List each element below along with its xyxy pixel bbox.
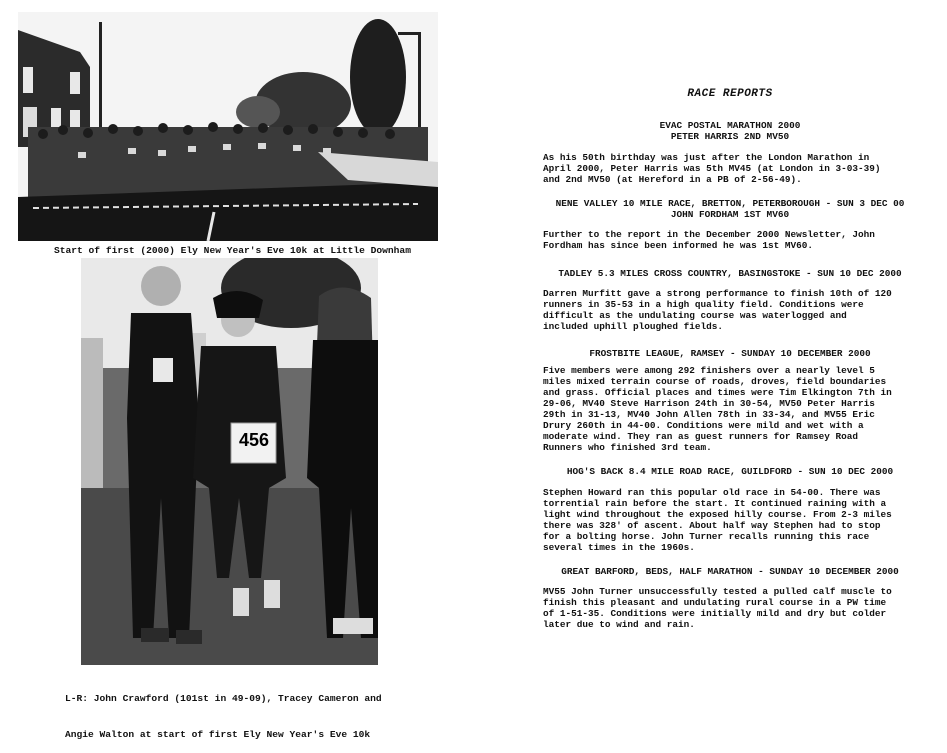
report-4-line-6: Drury 260th in 44-00. Conditions were mild and wet with a — [543, 420, 864, 431]
report-1-line-2: April 2000, Peter Harris was 5th MV45 (at London in 3-03-39) — [543, 163, 881, 174]
report-2-heading-line-1: NENE VALLEY 10 MILE RACE, BRETTON, PETERBOROUGH - SUN 3 DEC 00 — [555, 198, 905, 209]
report-1-body — [543, 152, 921, 185]
photo2-caption-line-2: Angie Walton at start of first Ely New Year's Eve 10k — [65, 729, 371, 740]
report-6-line-2: finish this pleasant and undulating rural course in a PW time — [543, 597, 887, 608]
race-bib-number: 456 — [238, 430, 270, 450]
report-2-line-2: Fordham has since been informed he was 1st MV60. — [543, 240, 814, 251]
report-1-heading — [538, 120, 922, 142]
report-3-line-2: runners in 35-53 in a high quality field. Conditions were — [543, 299, 864, 310]
report-4-line-7: moderate wind. They ran as guest runners for Ramsey Road — [543, 431, 859, 442]
report-6-line-1: MV55 John Turner unsuccessfully tested a pulled calf muscle to — [543, 586, 892, 597]
report-3-heading — [538, 268, 922, 279]
report-4-body — [543, 365, 921, 453]
report-5-line-4: there was 328' of ascent. About half way Stephen had to stop — [543, 520, 881, 531]
report-4-line-4: 29-06, MV40 Steve Harrison 24th in 30-54, MV50 Peter Harris — [543, 398, 875, 409]
report-5-line-1: Stephen Howard ran this popular old race in 54-00. There was — [543, 487, 881, 498]
report-5-line-5: for a bolting horse. John Turner recalls running this race — [543, 531, 870, 542]
report-4-line-8: Runners who finished 3rd team. — [543, 442, 712, 453]
runners-portrait-photo — [81, 258, 378, 665]
race-start-photo — [18, 12, 438, 241]
report-5-body — [543, 487, 921, 553]
photo2-caption-line-1: L-R: John Crawford (101st in 49-09), Tracey Cameron and — [65, 693, 382, 704]
report-1-line-3: and 2nd MV50 (at Hereford in a PB of 2-56-49). — [543, 174, 802, 185]
report-4-line-5: 29th in 31-13, MV40 John Allen 78th in 33-34, and MV55 Eric — [543, 409, 875, 420]
report-3-line-3: difficult as the undulating course was waterlogged and — [543, 310, 847, 321]
report-6-heading-line-1: GREAT BARFORD, BEDS, HALF MARATHON - SUNDAY 10 DECEMBER 2000 — [561, 566, 899, 577]
report-2-heading — [538, 198, 922, 220]
report-4-line-3: and grass. Official places and times were Tim Elkington 7th in — [543, 387, 892, 398]
report-1-heading-line-1: EVAC POSTAL MARATHON 2000 — [659, 120, 801, 131]
report-1-heading-line-2: PETER HARRIS 2ND MV50 — [670, 131, 790, 142]
report-2-line-1: Further to the report in the December 2000 Newsletter, John — [543, 229, 875, 240]
report-2-heading-line-2: JOHN FORDHAM 1ST MV60 — [670, 209, 790, 220]
report-3-line-4: included uphill ploughed fields. — [543, 321, 724, 332]
report-5-heading-line-1: HOG'S BACK 8.4 MILE ROAD RACE, GUILDFORD - SUN 10 DEC 2000 — [566, 466, 894, 477]
report-4-heading — [538, 348, 922, 359]
report-3-heading-line-1: TADLEY 5.3 MILES CROSS COUNTRY, BASINGSTOKE - SUN 10 DEC 2000 — [558, 268, 902, 279]
report-6-line-3: of 1-51-35. Conditions were initially mild and dry but colder — [543, 608, 887, 619]
report-3-body — [543, 288, 921, 332]
report-5-line-6: several times in the 1960s. — [543, 542, 695, 553]
page-title: RACE REPORTS — [687, 88, 773, 100]
report-5-line-2: torrential rain before the start. It continued raining with a — [543, 498, 887, 509]
report-2-body — [543, 229, 921, 251]
report-4-line-1: Five members were among 292 finishers over a nearly level 5 — [543, 365, 875, 376]
report-3-line-1: Darren Murfitt gave a strong performance to finish 10th of 120 — [543, 288, 892, 299]
photo2-caption — [65, 669, 485, 753]
report-4-line-2: miles mixed terrain course of roads, droves, field boundaries — [543, 376, 887, 387]
report-5-heading — [538, 466, 922, 477]
report-1-line-1: As his 50th birthday was just after the London Marathon in — [543, 152, 870, 163]
report-6-heading — [538, 566, 922, 577]
report-5-line-3: light wind throughout the exposed hilly course. From 2-3 miles — [543, 509, 892, 520]
photo1-caption: Start of first (2000) Ely New Year's Eve 10k at Little Downham — [54, 245, 411, 256]
report-6-body — [543, 586, 921, 630]
report-6-line-4: later due to wind and rain. — [543, 619, 695, 630]
report-4-heading-line-1: FROSTBITE LEAGUE, RAMSEY - SUNDAY 10 DECEMBER 2000 — [589, 348, 871, 359]
